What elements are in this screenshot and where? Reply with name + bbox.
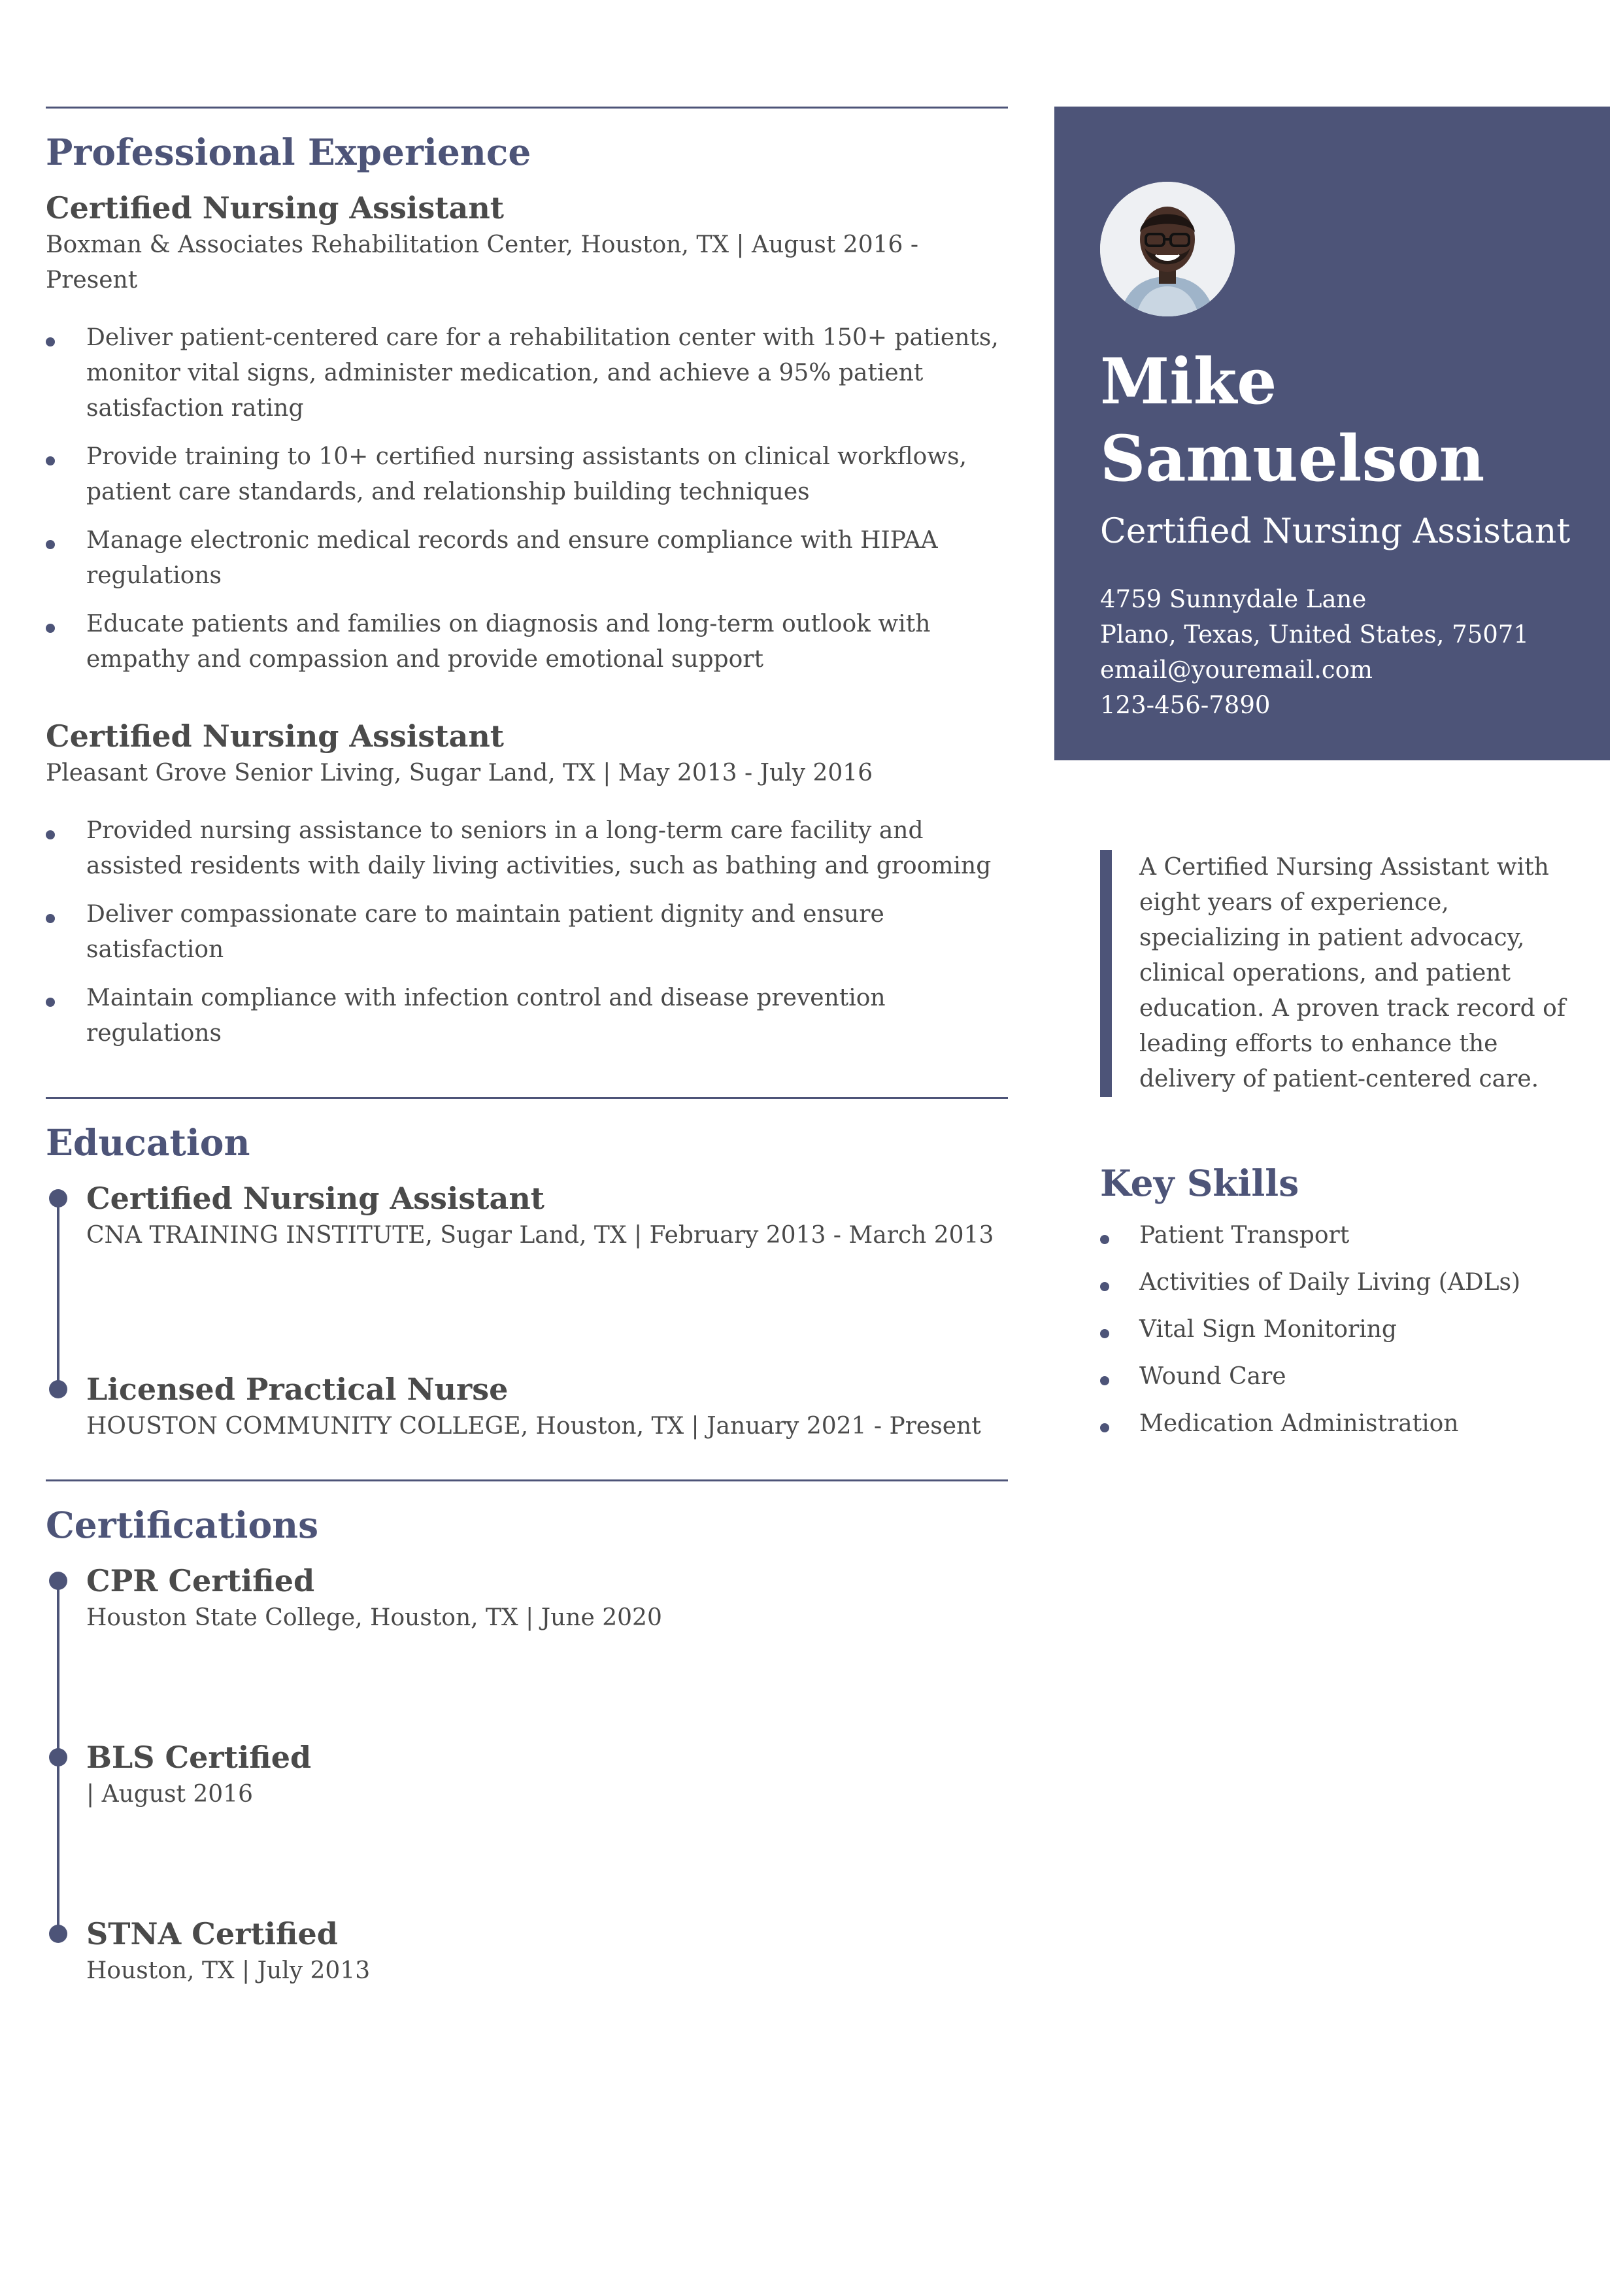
list-item: Educate patients and families on diagnosis and long-term outlook with empathy and compassion and provide emotional support <box>46 607 1008 677</box>
list-item: Vital Sign Monitoring <box>1100 1312 1597 1347</box>
bullet-icon <box>46 456 55 465</box>
degree-meta: HOUSTON COMMUNITY COLLEGE, Houston, TX | January 2021 - Present <box>86 1413 981 1440</box>
bullet-icon <box>46 337 55 346</box>
timeline-dot-icon <box>49 1189 67 1207</box>
certification-title: STNA Certified <box>86 1916 338 1951</box>
list-item: Wound Care <box>1100 1359 1597 1394</box>
job-title: Certified Nursing Assistant <box>46 718 505 754</box>
list-item: Activities of Daily Living (ADLs) <box>1100 1265 1597 1300</box>
certifications-timeline <box>46 1561 1008 2019</box>
person-name: Mike Samuelson <box>1100 345 1485 496</box>
bullet-icon <box>1100 1376 1109 1385</box>
list-item: Deliver compassionate care to maintain patient dignity and ensure satisfaction <box>46 897 1008 968</box>
certification-entry <box>46 1738 1008 1812</box>
skills-list <box>1100 1218 1597 1442</box>
bullet-icon <box>46 624 55 633</box>
bullet-icon <box>1100 1282 1109 1291</box>
bullet-icon <box>1100 1329 1109 1338</box>
bullet-icon <box>1100 1423 1109 1432</box>
main-column <box>46 107 1008 2019</box>
profile-header <box>1054 107 1610 760</box>
job-entry <box>46 188 1008 677</box>
degree-title: Certified Nursing Assistant <box>86 1181 545 1216</box>
contact-phone[interactable]: 123-456-7890 <box>1100 691 1271 719</box>
bullet-icon <box>1100 1235 1109 1244</box>
certifications-section <box>46 1479 1008 2019</box>
bullet-icon <box>46 830 55 839</box>
degree-meta: CNA TRAINING INSTITUTE, Sugar Land, TX | February 2013 - March 2013 <box>86 1222 994 1249</box>
list-item: Maintain compliance with infection control and disease prevention regulations <box>46 981 1008 1051</box>
certifications-heading: Certifications <box>46 1504 319 1546</box>
bullet-icon <box>46 914 55 923</box>
job-meta: Pleasant Grove Senior Living, Sugar Land, TX | May 2013 - July 2016 <box>46 760 873 786</box>
education-entry <box>46 1370 1008 1444</box>
education-section <box>46 1097 1008 1479</box>
timeline-dot-icon <box>49 1380 67 1398</box>
list-item: Medication Administration <box>1100 1406 1597 1442</box>
person-photo-icon <box>1100 182 1235 316</box>
bullet-icon <box>46 998 55 1007</box>
contact-block <box>1100 582 1529 723</box>
avatar <box>1100 182 1235 316</box>
certification-title: BLS Certified <box>86 1740 312 1775</box>
job-title: Certified Nursing Assistant <box>46 190 505 226</box>
skills-section <box>1100 1160 1597 1453</box>
job-meta: Boxman & Associates Rehabilitation Center, Houston, TX | August 2016 - Present <box>46 231 919 294</box>
person-role: Certified Nursing Assistant <box>1100 512 1571 551</box>
list-item: Patient Transport <box>1100 1218 1597 1253</box>
timeline-dot-icon <box>49 1925 67 1943</box>
certification-entry <box>46 1561 1008 1636</box>
list-item: Provide training to 10+ certified nursing assistants on clinical workflows, patient care standards, and relationship building techniques <box>46 439 1008 510</box>
job-entry <box>46 717 1008 1051</box>
bullet-icon <box>46 540 55 549</box>
timeline-dot-icon <box>49 1572 67 1590</box>
experience-heading: Professional Experience <box>46 131 531 173</box>
contact-email[interactable]: email@youremail.com <box>1100 656 1373 684</box>
certification-title: CPR Certified <box>86 1563 315 1598</box>
degree-title: Licensed Practical Nurse <box>86 1372 509 1407</box>
profile-summary: A Certified Nursing Assistant with eight years of experience, specializing in patient advocacy, clinical operations, and patient education. A proven track record of leading efforts to enhance the delivery of patient-centered care. <box>1100 850 1597 1097</box>
list-item: Manage electronic medical records and ensure compliance with HIPAA regulations <box>46 523 1008 594</box>
job-bullets <box>46 320 1008 677</box>
certification-meta: Houston, TX | July 2013 <box>86 1957 371 1984</box>
education-entry <box>46 1179 1008 1253</box>
certification-entry <box>46 1914 1008 1989</box>
skills-heading: Key Skills <box>1100 1162 1299 1204</box>
job-bullets <box>46 813 1008 1051</box>
education-timeline <box>46 1179 1008 1479</box>
list-item: Deliver patient-centered care for a rehabilitation center with 150+ patients, monitor vital signs, administer medication, and achieve a 95% patient satisfaction rating <box>46 320 1008 426</box>
certification-meta: | August 2016 <box>86 1781 253 1808</box>
experience-section <box>46 107 1008 1051</box>
contact-address: 4759 Sunnydale Lane <box>1100 585 1367 613</box>
education-heading: Education <box>46 1121 250 1164</box>
certification-meta: Houston State College, Houston, TX | June 2020 <box>86 1604 662 1631</box>
list-item: Provided nursing assistance to seniors in a long-term care facility and assisted residents with daily living activities, such as bathing and grooming <box>46 813 1008 884</box>
contact-city: Plano, Texas, United States, 75071 <box>1100 620 1529 649</box>
timeline-dot-icon <box>49 1748 67 1766</box>
